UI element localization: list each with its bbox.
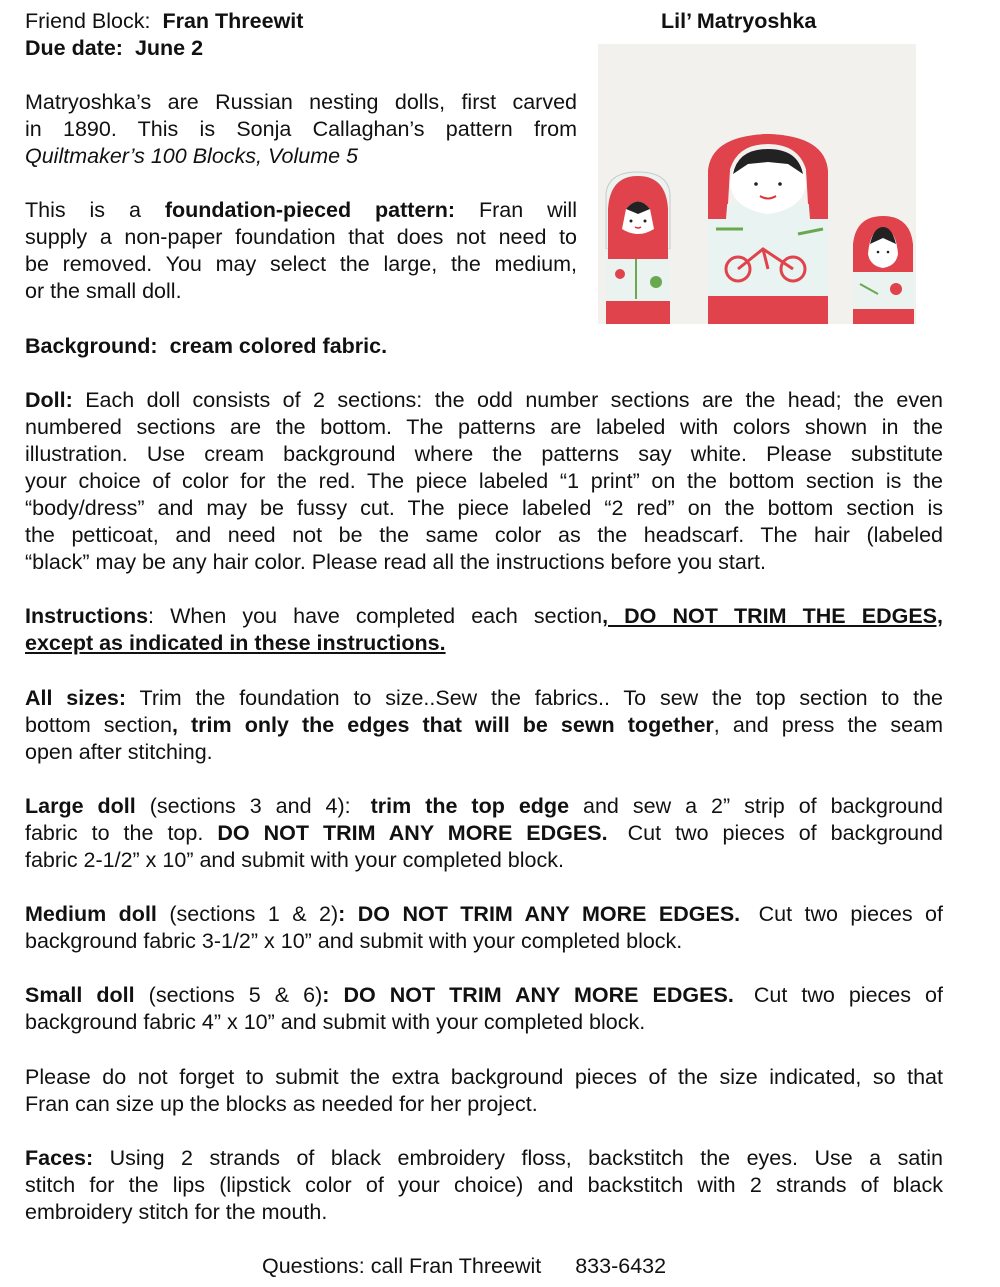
instructions-paragraph <box>25 603 943 657</box>
instructions-emphasis-1: , DO NOT TRIM THE EDGES, <box>602 604 943 628</box>
small-doll-no-trim: : DO NOT TRIM ANY MORE EDGES. <box>322 983 734 1007</box>
small-doll-sections: (sections 5 & 6) <box>148 983 323 1007</box>
footer-line <box>262 1253 666 1280</box>
reminder-line-2: Fran can size up the blocks as needed for her project. <box>25 1092 538 1116</box>
small-doll-label: Small doll <box>25 983 135 1007</box>
matryoshka-illustration <box>598 44 916 324</box>
doll-line-4: your choice of color for the red. The piece labeled “1 print” on the bottom section is the <box>25 469 943 493</box>
due-value: June 2 <box>134 36 204 60</box>
foundation-emphasis: foundation-pieced pattern: <box>164 198 456 222</box>
small-doll-line-2: background fabric 4” x 10” and submit with your completed block. <box>25 1010 646 1034</box>
instructions-label: Instructions <box>25 604 149 628</box>
foundation-text-c: Fran will <box>479 198 577 222</box>
all-sizes-emphasis: , trim only the edges that will be sewn together <box>171 713 714 737</box>
doll-line-1-text: Each doll consists of 2 sections: the odd number sections are the head; the even <box>85 388 943 412</box>
friend-name: Fran Threewit <box>162 9 304 33</box>
intro-line-2: in 1890. This is Sonja Callaghan’s pattern from <box>25 117 577 141</box>
doll-label: Doll: <box>25 388 73 412</box>
reminder-paragraph <box>25 1064 943 1118</box>
medium-doll-no-trim: : DO NOT TRIM ANY MORE EDGES. <box>338 902 741 926</box>
foundation-line-2: supply a non-paper foundation that does not need to <box>25 225 577 249</box>
all-sizes-text-a: bottom section <box>25 713 172 737</box>
medium-middle-doll <box>708 134 828 324</box>
large-doll-line-2 <box>25 820 943 847</box>
background-label: Background: <box>25 334 158 358</box>
doll-line-2: numbered sections are the bottom. The patterns are labeled with colors shown in the <box>25 415 943 439</box>
due-date-line <box>25 35 203 62</box>
friend-label: Friend Block: <box>25 9 151 33</box>
doll-line-6: the petticoat, and need not be the same color as the headscarf. The hair (labeled <box>25 523 943 547</box>
all-sizes-paragraph <box>25 685 943 766</box>
medium-doll-line-2: background fabric 3-1/2” x 10” and submit with your completed block. <box>25 929 683 953</box>
large-doll-text-2a: fabric to the top. <box>25 821 204 845</box>
faces-line-1 <box>25 1145 943 1172</box>
doll-line-1 <box>25 387 943 414</box>
all-sizes-text-c: , and press the seam <box>713 713 943 737</box>
intro-line-3: Quiltmaker’s 100 Blocks, Volume 5 <box>25 144 358 168</box>
instructions-line-1 <box>25 603 943 630</box>
block-title: Lil’ Matryoshka <box>661 9 817 33</box>
due-label: Due date: <box>25 36 123 60</box>
doll-paragraph <box>25 387 943 576</box>
medium-doll-text-c: Cut two pieces of <box>758 902 943 926</box>
small-doll-line-1 <box>25 982 943 1009</box>
instructions-text: : When you have completed each section <box>148 604 603 628</box>
foundation-text-a: This is a <box>25 198 141 222</box>
small-right-doll <box>853 216 914 324</box>
large-doll-paragraph <box>25 793 943 874</box>
background-line <box>25 333 387 360</box>
medium-doll-label: Medium doll <box>25 902 157 926</box>
small-doll-paragraph <box>25 982 943 1036</box>
intro-paragraph <box>25 89 577 170</box>
background-value: cream colored fabric. <box>169 334 388 358</box>
large-doll-text-c: and sew a 2” strip of background <box>583 794 943 818</box>
large-doll-no-trim: DO NOT TRIM ANY MORE EDGES. <box>217 821 608 845</box>
foundation-line-3: be removed. You may select the large, the medium, <box>25 252 577 276</box>
doll-line-7: “black” may be any hair color. Please read all the instructions before you start. <box>25 550 766 574</box>
large-doll-text-2c: Cut two pieces of background <box>627 821 944 845</box>
faces-line-3: embroidery stitch for the mouth. <box>25 1200 328 1224</box>
large-left-doll <box>606 172 670 324</box>
large-doll-label: Large doll <box>25 794 136 818</box>
all-sizes-line-1-text: Trim the foundation to size..Sew the fabrics.. To sew the top section to the <box>139 686 944 710</box>
reminder-line-1: Please do not forget to submit the extra background pieces of the size indicated, so that <box>25 1065 943 1089</box>
medium-doll-line-1 <box>25 901 943 928</box>
large-doll-sections: (sections 3 and 4): <box>149 794 351 818</box>
medium-doll-sections: (sections 1 & 2) <box>169 902 339 926</box>
foundation-paragraph <box>25 197 577 305</box>
matryoshka-dolls-image <box>598 44 916 324</box>
large-doll-trim-emphasis: trim the top edge <box>370 794 570 818</box>
faces-paragraph <box>25 1145 943 1226</box>
all-sizes-line-2 <box>25 712 943 739</box>
small-doll-text-c: Cut two pieces of <box>753 983 943 1007</box>
all-sizes-line-1 <box>25 685 943 712</box>
doll-line-3: illustration. Use cream background where the patterns say white. Please substitute <box>25 442 943 466</box>
faces-label: Faces: <box>25 1146 94 1170</box>
faces-line-2: stitch for the lips (lipstick color of your choice) and backstitch with 2 strands of black <box>25 1173 943 1197</box>
intro-line-1: Matryoshka’s are Russian nesting dolls, first carved <box>25 90 577 114</box>
friend-block-line <box>25 8 303 35</box>
phone-number: 833-6432 <box>575 1254 667 1278</box>
instructions-emphasis-2: except as indicated in these instructions. <box>25 631 446 655</box>
foundation-line-4: or the small doll. <box>25 279 182 303</box>
all-sizes-line-3: open after stitching. <box>25 740 213 764</box>
medium-doll-paragraph <box>25 901 943 955</box>
doll-line-5: “body/dress” and may be fussy cut. The piece labeled “2 red” on the bottom section is <box>25 496 943 520</box>
foundation-line-1 <box>25 197 577 224</box>
large-doll-line-1 <box>25 793 943 820</box>
all-sizes-label: All sizes: <box>25 686 127 710</box>
questions-text: Questions: call Fran Threewit <box>262 1254 542 1278</box>
faces-line-1-text: Using 2 strands of black embroidery floss, backstitch the eyes. Use a satin <box>109 1146 943 1170</box>
large-doll-line-3: fabric 2-1/2” x 10” and submit with your completed block. <box>25 848 564 872</box>
